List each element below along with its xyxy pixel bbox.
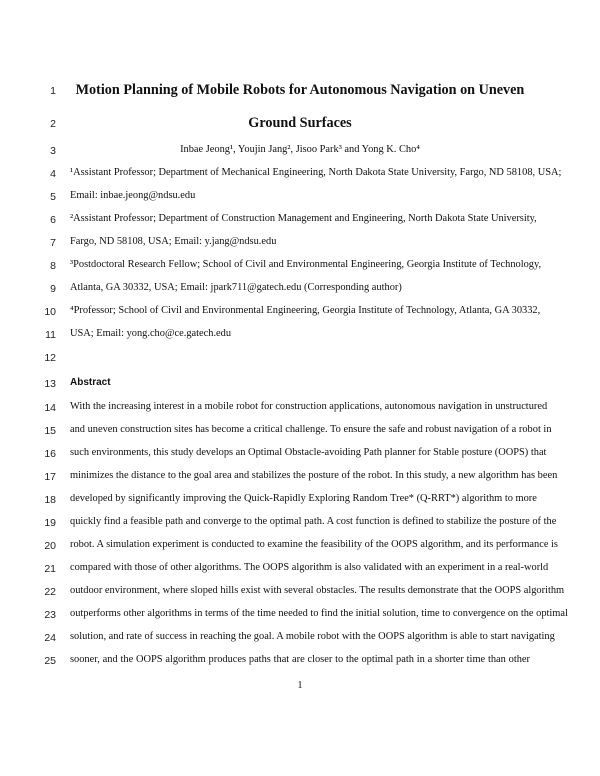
line-number: 14 <box>44 402 56 414</box>
manuscript-line <box>0 375 600 397</box>
manuscript-line <box>0 606 600 628</box>
line-number: 6 <box>50 214 56 226</box>
affiliation-2-email: Fargo, ND 58108, USA; Email: y.jang@ndsu.edu <box>70 236 277 247</box>
abstract-line: robot. A simulation experiment is conducted to examine the feasibility of the OOPS algorithm, and its performance is <box>70 539 558 550</box>
manuscript-line <box>0 115 600 137</box>
line-number: 25 <box>44 655 56 667</box>
line-number: 19 <box>44 517 56 529</box>
affiliation-2: ²Assistant Professor; Department of Construction Management and Engineering, North Dakota State University, <box>70 213 537 224</box>
manuscript-line <box>0 537 600 559</box>
manuscript-line <box>0 468 600 490</box>
abstract-line: solution, and rate of success in reaching the goal. A mobile robot with the OOPS algorithm is able to start navigating <box>70 631 555 642</box>
manuscript-line <box>0 211 600 233</box>
line-number: 16 <box>44 448 56 460</box>
affiliation-1-email: Email: inbae.jeong@ndsu.edu <box>70 190 196 201</box>
line-number: 23 <box>44 609 56 621</box>
abstract-heading: Abstract <box>70 377 111 388</box>
manuscript-line <box>0 514 600 536</box>
line-number: 11 <box>45 329 56 341</box>
paper-title-line-2: Ground Surfaces <box>248 115 352 131</box>
line-number: 3 <box>50 145 56 157</box>
manuscript-line <box>0 583 600 605</box>
manuscript-line <box>0 349 600 371</box>
line-number: 17 <box>44 471 56 483</box>
line-number: 10 <box>44 306 56 318</box>
manuscript-line <box>0 629 600 651</box>
line-number: 22 <box>44 586 56 598</box>
manuscript-line <box>0 303 600 325</box>
line-number: 4 <box>50 168 56 180</box>
abstract-line: and uneven construction sites has become a critical challenge. To ensure the safe and robust navigation of a robot in <box>70 424 552 435</box>
paper-title-line-1: Motion Planning of Mobile Robots for Autonomous Navigation on Uneven <box>75 82 525 98</box>
manuscript-line <box>0 280 600 302</box>
line-number: 12 <box>44 352 56 364</box>
abstract-line: outperforms other algorithms in terms of the time needed to find the initial solution, time to convergence on the optimal <box>70 608 568 619</box>
line-number: 2 <box>50 118 56 130</box>
manuscript-line <box>0 399 600 421</box>
abstract-line: outdoor environment, where sloped hills exist with several obstacles. The results demonstrate that the OOPS algorithm <box>70 585 565 596</box>
abstract-line: minimizes the distance to the goal area and stabilizes the posture of the robot. In this study, a new algorithm has been <box>70 470 558 481</box>
manuscript-line <box>0 445 600 467</box>
abstract-line: compared with those of other algorithms. The OOPS algorithm is also validated with an experiment in a real-world <box>70 562 549 573</box>
abstract-line: such environments, this study develops an Optimal Obstacle-avoiding Path planner for Stable posture (OOPS) that <box>70 447 547 458</box>
manuscript-line <box>0 652 600 674</box>
line-number: 1 <box>50 85 56 97</box>
manuscript-line <box>0 142 600 164</box>
line-number: 21 <box>44 563 56 575</box>
abstract-line: developed by significantly improving the Quick-Rapidly Exploring Random Tree* (Q-RRT*) algorithm to more <box>70 493 537 504</box>
manuscript-line <box>0 234 600 256</box>
affiliation-4-email: USA; Email: yong.cho@ce.gatech.edu <box>70 328 232 339</box>
manuscript-line <box>0 560 600 582</box>
manuscript-line <box>0 82 600 104</box>
manuscript-line <box>0 326 600 348</box>
line-number: 18 <box>44 494 56 506</box>
affiliation-1: ¹Assistant Professor; Department of Mechanical Engineering, North Dakota State University, Fargo, ND 58108, USA; <box>70 167 562 178</box>
manuscript-line <box>0 165 600 187</box>
line-number: 8 <box>50 260 56 272</box>
line-number: 5 <box>50 191 56 203</box>
line-number: 15 <box>44 425 56 437</box>
author-list: Inbae Jeong¹, Youjin Jang², Jisoo Park³ and Yong K. Cho⁴ <box>180 144 420 155</box>
affiliation-3: ³Postdoctoral Research Fellow; School of Civil and Environmental Engineering, Georgia Institute of Technology, <box>70 259 542 270</box>
line-number: 20 <box>44 540 56 552</box>
manuscript-line <box>0 422 600 444</box>
affiliation-4: ⁴Professor; School of Civil and Environmental Engineering, Georgia Institute of Technology, Atlanta, GA 30332, <box>70 305 541 316</box>
abstract-line: sooner, and the OOPS algorithm produces paths that are closer to the optimal path in a shorter time than other <box>70 654 530 665</box>
line-number: 7 <box>50 237 56 249</box>
manuscript-line <box>0 257 600 279</box>
line-number: 24 <box>44 632 56 644</box>
affiliation-3-email: Atlanta, GA 30332, USA; Email: jpark711@gatech.edu (Corresponding author) <box>70 282 402 293</box>
manuscript-line <box>0 188 600 210</box>
line-number: 9 <box>50 283 56 295</box>
abstract-line: quickly find a feasible path and converge to the optimal path. A cost function is defined to stabilize the posture of the <box>70 516 557 527</box>
line-number: 13 <box>44 378 56 390</box>
page-number: 1 <box>297 680 303 691</box>
manuscript-line <box>0 491 600 513</box>
abstract-line: With the increasing interest in a mobile robot for construction applications, autonomous navigation in unstructured <box>70 401 548 412</box>
